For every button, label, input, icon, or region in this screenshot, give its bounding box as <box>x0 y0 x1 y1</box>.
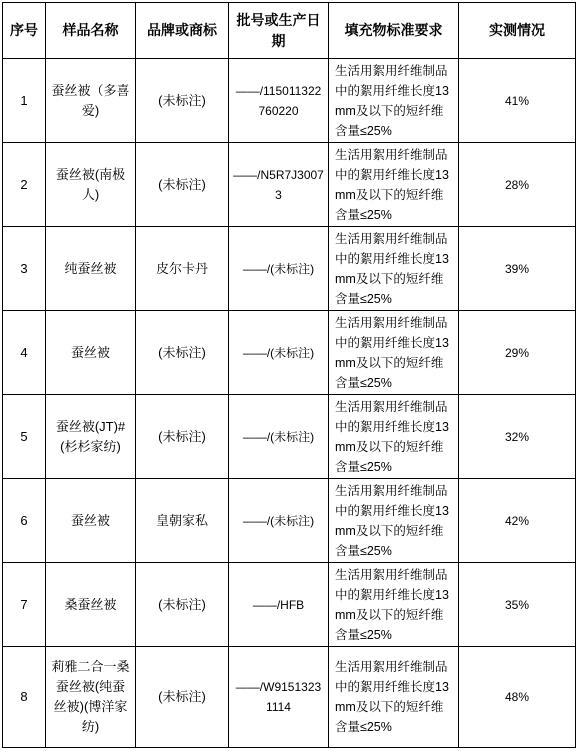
inspection-table <box>2 2 576 748</box>
cell-measured: 29% <box>459 311 576 395</box>
cell-brand: (未标注) <box>136 647 229 748</box>
cell-name: 蚕丝被（多喜爱) <box>46 59 136 143</box>
cell-standard: 生活用絮用纤维制品中的絮用纤维长度13mm及以下的短纤维含量≤25% <box>329 395 459 479</box>
cell-name: 纯蚕丝被 <box>46 227 136 311</box>
table-row <box>3 563 576 647</box>
header-brand: 品牌或商标 <box>136 3 229 59</box>
cell-batch: ——/115011322760220 <box>229 59 329 143</box>
cell-measured: 35% <box>459 563 576 647</box>
cell-batch: ——/(未标注) <box>229 479 329 563</box>
cell-brand: (未标注) <box>136 143 229 227</box>
cell-name: 蚕丝被 <box>46 311 136 395</box>
cell-no: 8 <box>3 647 46 748</box>
cell-name: 蚕丝被(JT)#(杉杉家纺) <box>46 395 136 479</box>
table-row <box>3 227 576 311</box>
header-batch: 批号或生产日期 <box>229 3 329 59</box>
cell-standard: 生活用絮用纤维制品中的絮用纤维长度13mm及以下的短纤维含量≤25% <box>329 227 459 311</box>
cell-measured: 32% <box>459 395 576 479</box>
cell-brand: 皮尔卡丹 <box>136 227 229 311</box>
cell-standard: 生活用絮用纤维制品中的絮用纤维长度13mm及以下的短纤维含量≤25% <box>329 479 459 563</box>
header-row <box>3 3 576 59</box>
cell-standard: 生活用絮用纤维制品中的絮用纤维长度13mm及以下的短纤维含量≤25% <box>329 647 459 748</box>
cell-brand: 皇朝家私 <box>136 479 229 563</box>
cell-brand: (未标注) <box>136 563 229 647</box>
cell-batch: ——/(未标注) <box>229 395 329 479</box>
header-measured: 实测情况 <box>459 3 576 59</box>
table-row <box>3 59 576 143</box>
cell-measured: 39% <box>459 227 576 311</box>
cell-standard: 生活用絮用纤维制品中的絮用纤维长度13mm及以下的短纤维含量≤25% <box>329 59 459 143</box>
cell-name: 莉雅二合一桑蚕丝被(纯蚕丝被)(博洋家纺) <box>46 647 136 748</box>
cell-brand: (未标注) <box>136 395 229 479</box>
cell-measured: 48% <box>459 647 576 748</box>
cell-batch: ——/(未标注) <box>229 311 329 395</box>
cell-batch: ——/W91513231114 <box>229 647 329 748</box>
cell-no: 5 <box>3 395 46 479</box>
table-row <box>3 395 576 479</box>
header-name: 样品名称 <box>46 3 136 59</box>
header-no: 序号 <box>3 3 46 59</box>
cell-no: 4 <box>3 311 46 395</box>
cell-no: 7 <box>3 563 46 647</box>
cell-standard: 生活用絮用纤维制品中的絮用纤维长度13mm及以下的短纤维含量≤25% <box>329 311 459 395</box>
cell-brand: (未标注) <box>136 311 229 395</box>
cell-measured: 42% <box>459 479 576 563</box>
cell-no: 6 <box>3 479 46 563</box>
header-standard: 填充物标准要求 <box>329 3 459 59</box>
cell-standard: 生活用絮用纤维制品中的絮用纤维长度13mm及以下的短纤维含量≤25% <box>329 143 459 227</box>
cell-batch: ——/(未标注) <box>229 227 329 311</box>
cell-brand: (未标注) <box>136 59 229 143</box>
cell-standard: 生活用絮用纤维制品中的絮用纤维长度13mm及以下的短纤维含量≤25% <box>329 563 459 647</box>
cell-no: 3 <box>3 227 46 311</box>
table-row <box>3 647 576 748</box>
cell-measured: 41% <box>459 59 576 143</box>
table-row <box>3 479 576 563</box>
table-row <box>3 311 576 395</box>
cell-measured: 28% <box>459 143 576 227</box>
cell-no: 1 <box>3 59 46 143</box>
cell-batch: ——/N5R7J30073 <box>229 143 329 227</box>
cell-batch: ——/HFB <box>229 563 329 647</box>
cell-name: 蚕丝被(南极人) <box>46 143 136 227</box>
cell-name: 蚕丝被 <box>46 479 136 563</box>
table-row <box>3 143 576 227</box>
cell-name: 桑蚕丝被 <box>46 563 136 647</box>
cell-no: 2 <box>3 143 46 227</box>
